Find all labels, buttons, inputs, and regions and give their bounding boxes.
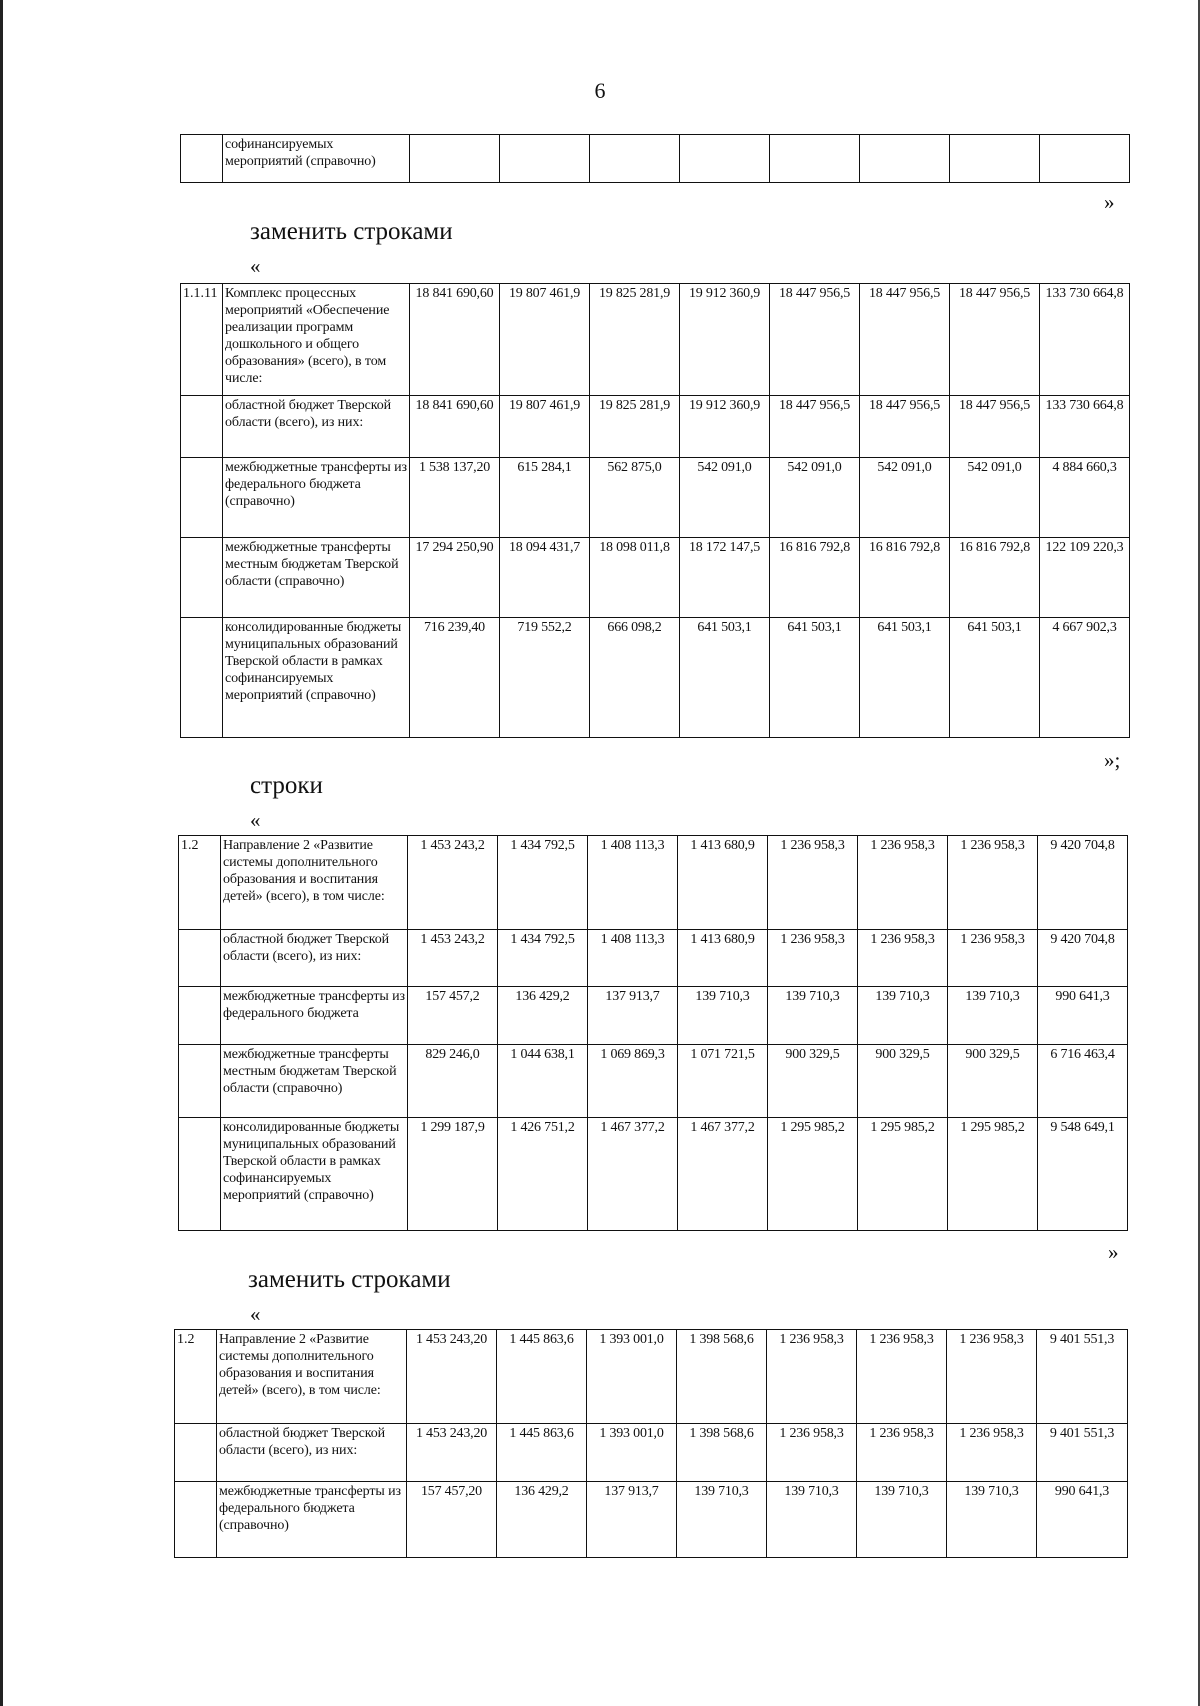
value-cell: 18 447 956,5 [950, 396, 1040, 458]
value-cell [500, 135, 590, 183]
value-cell: 1 408 113,3 [588, 836, 678, 930]
row-label-cell: межбюджетные трансферты из федерального бюджета (справочно) [217, 1482, 407, 1558]
value-cell: 9 420 704,8 [1038, 836, 1128, 930]
row-label-cell: консолидированные бюджеты муниципальных образований Тверской области в рамках софинансируемых мероприятий (справочно) [221, 1118, 408, 1231]
table-row [179, 1118, 1128, 1231]
opening-quote: « [250, 254, 261, 278]
value-cell: 139 710,3 [677, 1482, 767, 1558]
value-cell: 641 503,1 [770, 618, 860, 738]
value-cell: 139 710,3 [858, 987, 948, 1045]
value-cell: 900 329,5 [858, 1045, 948, 1118]
value-cell: 139 710,3 [767, 1482, 857, 1558]
value-cell: 1 398 568,6 [677, 1330, 767, 1424]
value-cell: 157 457,2 [408, 987, 498, 1045]
row-code-cell [181, 538, 223, 618]
value-cell: 4 884 660,3 [1040, 458, 1130, 538]
value-cell: 19 912 360,9 [680, 396, 770, 458]
value-cell: 1 236 958,3 [947, 1424, 1037, 1482]
value-cell: 4 667 902,3 [1040, 618, 1130, 738]
value-cell: 137 913,7 [587, 1482, 677, 1558]
value-cell: 18 172 147,5 [680, 538, 770, 618]
value-cell: 1 236 958,3 [857, 1330, 947, 1424]
value-cell: 1 445 863,6 [497, 1424, 587, 1482]
value-cell: 716 239,40 [410, 618, 500, 738]
value-cell: 1 236 958,3 [947, 1330, 1037, 1424]
value-cell: 1 453 243,2 [408, 836, 498, 930]
value-cell: 18 447 956,5 [950, 284, 1040, 396]
value-cell [860, 135, 950, 183]
value-cell: 1 445 863,6 [497, 1330, 587, 1424]
value-cell: 18 841 690,60 [410, 396, 500, 458]
value-cell: 136 429,2 [497, 1482, 587, 1558]
value-cell [590, 135, 680, 183]
row-label-cell: консолидированные бюджеты муниципальных образований Тверской области в рамках софинансируемых мероприятий (справочно) [223, 618, 410, 738]
row-label-cell: областной бюджет Тверской области (всего), из них: [223, 396, 410, 458]
value-cell [1040, 135, 1130, 183]
table-row [179, 1045, 1128, 1118]
budget-table-original-1-2 [178, 835, 1128, 1231]
value-cell: 137 913,7 [588, 987, 678, 1045]
opening-quote: « [250, 808, 261, 832]
value-cell: 16 816 792,8 [860, 538, 950, 618]
table-row [181, 396, 1130, 458]
value-cell: 1 434 792,5 [498, 930, 588, 987]
closing-quote: » [1108, 1240, 1119, 1264]
value-cell: 16 816 792,8 [950, 538, 1040, 618]
value-cell: 1 236 958,3 [858, 930, 948, 987]
value-cell: 1 453 243,2 [408, 930, 498, 987]
value-cell: 1 426 751,2 [498, 1118, 588, 1231]
value-cell: 1 236 958,3 [768, 836, 858, 930]
row-label-cell: Направление 2 «Развитие системы дополнительного образования и воспитания детей» (всего), в том числе: [221, 836, 408, 930]
value-cell [680, 135, 770, 183]
table-row [181, 135, 1130, 183]
row-label-cell: межбюджетные трансферты из федерального бюджета [221, 987, 408, 1045]
value-cell: 19 825 281,9 [590, 396, 680, 458]
value-cell: 1 044 638,1 [498, 1045, 588, 1118]
table-row [181, 284, 1130, 396]
value-cell: 990 641,3 [1037, 1482, 1128, 1558]
value-cell: 1 236 958,3 [857, 1424, 947, 1482]
value-cell: 139 710,3 [857, 1482, 947, 1558]
row-label-cell: областной бюджет Тверской области (всего), из них: [221, 930, 408, 987]
table-row [179, 836, 1128, 930]
row-label-cell: софинансируемых мероприятий (справочно) [223, 135, 410, 183]
table-row [179, 987, 1128, 1045]
value-cell: 1 393 001,0 [587, 1424, 677, 1482]
value-cell: 157 457,20 [407, 1482, 497, 1558]
value-cell: 18 094 431,7 [500, 538, 590, 618]
value-cell: 900 329,5 [768, 1045, 858, 1118]
value-cell: 1 236 958,3 [768, 930, 858, 987]
value-cell: 139 710,3 [947, 1482, 1037, 1558]
value-cell: 139 710,3 [678, 987, 768, 1045]
value-cell: 719 552,2 [500, 618, 590, 738]
row-code-cell [179, 1118, 221, 1231]
value-cell: 1 467 377,2 [678, 1118, 768, 1231]
section-heading-rows: строки [250, 772, 323, 799]
row-code-cell: 1.2 [175, 1330, 217, 1424]
value-cell: 1 467 377,2 [588, 1118, 678, 1231]
value-cell: 136 429,2 [498, 987, 588, 1045]
value-cell: 1 236 958,3 [858, 836, 948, 930]
value-cell: 1 236 958,3 [948, 930, 1038, 987]
value-cell: 1 236 958,3 [767, 1424, 857, 1482]
value-cell: 829 246,0 [408, 1045, 498, 1118]
scan-edge-left [0, 0, 3, 1706]
value-cell: 1 453 243,20 [407, 1330, 497, 1424]
value-cell: 122 109 220,3 [1040, 538, 1130, 618]
value-cell [410, 135, 500, 183]
value-cell: 9 401 551,3 [1037, 1424, 1128, 1482]
value-cell: 641 503,1 [680, 618, 770, 738]
value-cell: 1 295 985,2 [858, 1118, 948, 1231]
section-heading-replace: заменить строками [248, 1266, 451, 1293]
page-number: 6 [594, 78, 606, 103]
value-cell: 1 408 113,3 [588, 930, 678, 987]
value-cell: 18 841 690,60 [410, 284, 500, 396]
row-code-cell: 1.2 [179, 836, 221, 930]
value-cell: 19 825 281,9 [590, 284, 680, 396]
row-code-cell [181, 396, 223, 458]
table-row [175, 1330, 1128, 1424]
value-cell: 18 447 956,5 [860, 284, 950, 396]
table-row [181, 538, 1130, 618]
value-cell: 18 447 956,5 [770, 284, 860, 396]
value-cell: 16 816 792,8 [770, 538, 860, 618]
row-code-cell [179, 987, 221, 1045]
value-cell: 9 420 704,8 [1038, 930, 1128, 987]
row-label-cell: Комплекс процессных мероприятий «Обеспечение реализации программ дошкольного и общего образования» (всего), в том числе: [223, 284, 410, 396]
row-label-cell: областной бюджет Тверской области (всего), из них: [217, 1424, 407, 1482]
opening-quote: « [250, 1302, 261, 1326]
value-cell: 9 548 649,1 [1038, 1118, 1128, 1231]
closing-quote: » [1104, 190, 1115, 214]
row-code-cell [179, 930, 221, 987]
table-row [175, 1482, 1128, 1558]
row-code-cell [175, 1424, 217, 1482]
closing-quote: »; [1104, 748, 1121, 772]
value-cell: 1 434 792,5 [498, 836, 588, 930]
row-code-cell [181, 618, 223, 738]
value-cell: 19 807 461,9 [500, 396, 590, 458]
value-cell: 1 236 958,3 [767, 1330, 857, 1424]
value-cell: 1 236 958,3 [948, 836, 1038, 930]
value-cell: 542 091,0 [680, 458, 770, 538]
value-cell: 641 503,1 [860, 618, 950, 738]
section-heading-replace: заменить строками [250, 218, 453, 245]
value-cell: 1 299 187,9 [408, 1118, 498, 1231]
value-cell: 133 730 664,8 [1040, 284, 1130, 396]
value-cell: 1 295 985,2 [948, 1118, 1038, 1231]
value-cell [770, 135, 860, 183]
value-cell: 18 098 011,8 [590, 538, 680, 618]
budget-table-fragment [180, 134, 1130, 183]
value-cell: 1 453 243,20 [407, 1424, 497, 1482]
row-label-cell: Направление 2 «Развитие системы дополнительного образования и воспитания детей» (всего), в том числе: [217, 1330, 407, 1424]
value-cell: 18 447 956,5 [770, 396, 860, 458]
value-cell: 641 503,1 [950, 618, 1040, 738]
value-cell: 139 710,3 [768, 987, 858, 1045]
value-cell: 133 730 664,8 [1040, 396, 1130, 458]
value-cell: 1 398 568,6 [677, 1424, 767, 1482]
table-row [175, 1424, 1128, 1482]
table-row [181, 618, 1130, 738]
value-cell: 17 294 250,90 [410, 538, 500, 618]
value-cell: 542 091,0 [770, 458, 860, 538]
row-code-cell [181, 458, 223, 538]
value-cell: 1 069 869,3 [588, 1045, 678, 1118]
table-row [179, 930, 1128, 987]
value-cell: 542 091,0 [860, 458, 950, 538]
value-cell: 19 912 360,9 [680, 284, 770, 396]
row-label-cell: межбюджетные трансферты из федерального бюджета (справочно) [223, 458, 410, 538]
value-cell: 615 284,1 [500, 458, 590, 538]
row-label-cell: межбюджетные трансферты местным бюджетам Тверской области (справочно) [221, 1045, 408, 1118]
value-cell: 1 538 137,20 [410, 458, 500, 538]
value-cell: 139 710,3 [948, 987, 1038, 1045]
value-cell: 1 071 721,5 [678, 1045, 768, 1118]
value-cell: 990 641,3 [1038, 987, 1128, 1045]
value-cell: 562 875,0 [590, 458, 680, 538]
value-cell: 542 091,0 [950, 458, 1040, 538]
row-code-cell [175, 1482, 217, 1558]
value-cell: 18 447 956,5 [860, 396, 950, 458]
value-cell: 9 401 551,3 [1037, 1330, 1128, 1424]
value-cell: 19 807 461,9 [500, 284, 590, 396]
row-code-cell [179, 1045, 221, 1118]
budget-table-replacement-1-2 [174, 1329, 1128, 1558]
table-row [181, 458, 1130, 538]
row-code-cell [181, 135, 223, 183]
value-cell: 1 413 680,9 [678, 836, 768, 930]
row-label-cell: межбюджетные трансферты местным бюджетам Тверской области (справочно) [223, 538, 410, 618]
value-cell: 900 329,5 [948, 1045, 1038, 1118]
row-code-cell: 1.1.11 [181, 284, 223, 396]
budget-table-replacement-1-1-11 [180, 283, 1130, 738]
value-cell: 666 098,2 [590, 618, 680, 738]
value-cell: 1 295 985,2 [768, 1118, 858, 1231]
value-cell: 1 413 680,9 [678, 930, 768, 987]
value-cell: 6 716 463,4 [1038, 1045, 1128, 1118]
value-cell [950, 135, 1040, 183]
value-cell: 1 393 001,0 [587, 1330, 677, 1424]
